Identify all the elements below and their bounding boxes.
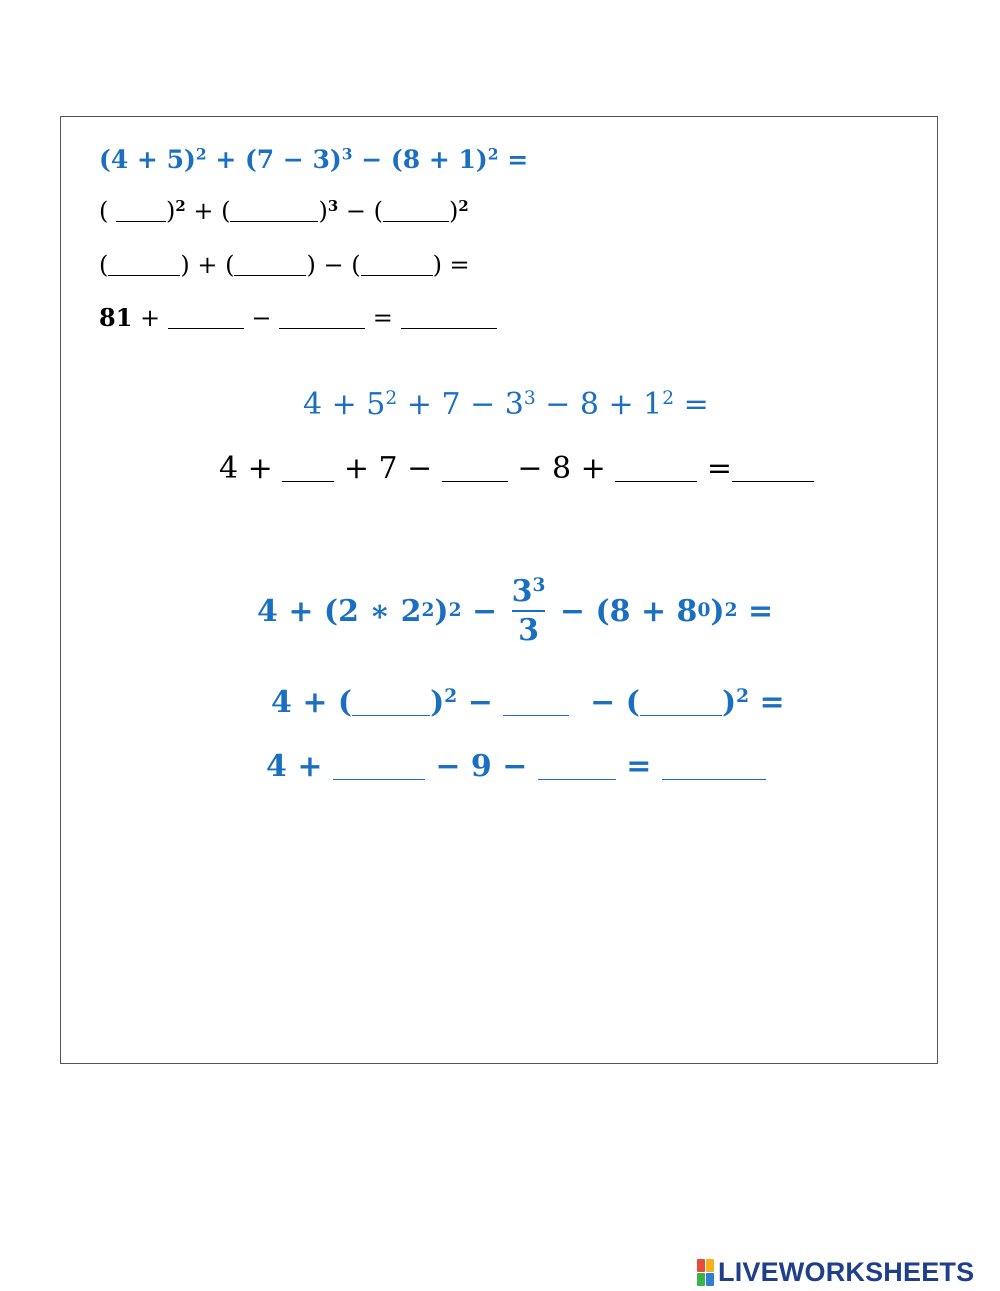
problem1-step1 [99,197,469,225]
exponent: 2 [487,144,499,164]
expr-text: + [132,304,168,332]
expr-text: ) − ( [306,251,361,279]
exponent: 2 [458,196,469,215]
answer-blank[interactable] [282,454,334,482]
expr-text: + 7 − [334,451,442,486]
expr-text: − 9 − [424,749,538,784]
expr-text: ) [448,197,459,225]
fraction-bar [512,610,546,612]
answer-blank[interactable] [662,752,766,780]
problem1-step2 [99,251,470,279]
answer-blank[interactable] [442,454,508,482]
answer-blank[interactable] [640,688,722,716]
logo-blocks-icon [697,1259,714,1286]
answer-blank[interactable] [234,253,306,276]
expr-text: = [749,685,785,720]
answer-blank[interactable] [503,688,569,716]
answer-blank[interactable] [168,306,244,329]
exponent: 2 [385,387,398,409]
expr-text: = [498,145,529,174]
logo-text: LIVEWORKSHEETS [718,1257,975,1287]
expr-text: ) = [432,251,470,279]
expr-text: ) + ( [180,251,235,279]
expr-text: ) [166,197,176,225]
answer-blank[interactable] [352,688,430,716]
expr-text: = [674,387,709,422]
expr-text: = [365,304,401,332]
problem3-step2 [266,749,766,784]
expr-text: (4 + 5) [99,145,196,174]
answer-blank[interactable] [538,752,616,780]
fraction-numerator: 3 [511,574,533,609]
fraction-denominator: 3 [518,613,539,648]
problem2-step1 [219,451,814,486]
answer-blank[interactable] [615,454,697,482]
answer-blank[interactable] [230,199,318,222]
answer-blank[interactable] [383,199,449,222]
expr-text: ) [710,593,725,629]
answer-blank[interactable] [279,306,365,329]
expr-text: − [457,685,504,720]
problem1-expression [99,145,528,174]
expr-text: ( [99,197,116,225]
expr-text: = [615,749,662,784]
expr-text: ) [434,593,449,629]
expr-text: ) [721,685,737,720]
expr-text: − [461,593,508,629]
exponent: 2 [444,685,458,707]
expr-text: + 7 − 3 [397,387,524,422]
fraction [512,575,546,647]
expr-text: − 8 + [507,451,616,486]
answer-blank[interactable] [333,752,425,780]
exponent: 2 [195,144,207,164]
expr-text: ) [430,685,445,720]
expr-text: − [243,304,280,332]
expr-text: = [737,593,774,629]
problem2-expression [303,387,709,422]
exponent: 2 [175,196,186,215]
exponent: 3 [327,196,339,215]
exponent: 3 [341,144,353,164]
expr-text: − (8 + 8 [549,593,698,629]
exponent: 2 [736,685,750,707]
expr-text: 81 [99,303,133,332]
expr-text: − ( [569,685,640,720]
expr-text: + ( [185,197,231,225]
expr-text: 4 + ( [271,685,353,720]
answer-blank[interactable] [401,306,497,329]
answer-blank[interactable] [732,454,814,482]
expr-text: − (8 + 1) [352,145,488,174]
exponent: 3 [523,387,536,409]
problem3-expression: 4 + (2 ∗ 2 2 ) 2 − $\frac{3^3}{3}$ − (8 + 8 0 ) 2 = [257,574,774,648]
exponent: 2 [662,387,675,409]
expr-text: ) [318,197,328,225]
expr-text: 4 + (2 ∗ 2 [257,593,422,629]
worksheet-frame [60,116,938,1064]
exponent: 3 [532,574,546,596]
expr-text: 4 + [219,451,283,486]
expr-text: + (7 − 3) [206,145,342,174]
answer-blank[interactable] [116,199,166,222]
expr-text: − ( [338,197,383,225]
liveworksheets-logo [697,1257,974,1288]
answer-blank[interactable] [108,253,180,276]
expr-text: = [697,451,733,486]
expr-text: − 8 + 1 [535,387,663,422]
expr-text: 4 + 5 [303,387,386,422]
expr-text: ( [99,251,109,279]
expr-text: 4 + [266,749,333,784]
answer-blank[interactable] [361,253,433,276]
problem1-step3 [99,303,497,332]
problem3-step1 [271,685,785,720]
